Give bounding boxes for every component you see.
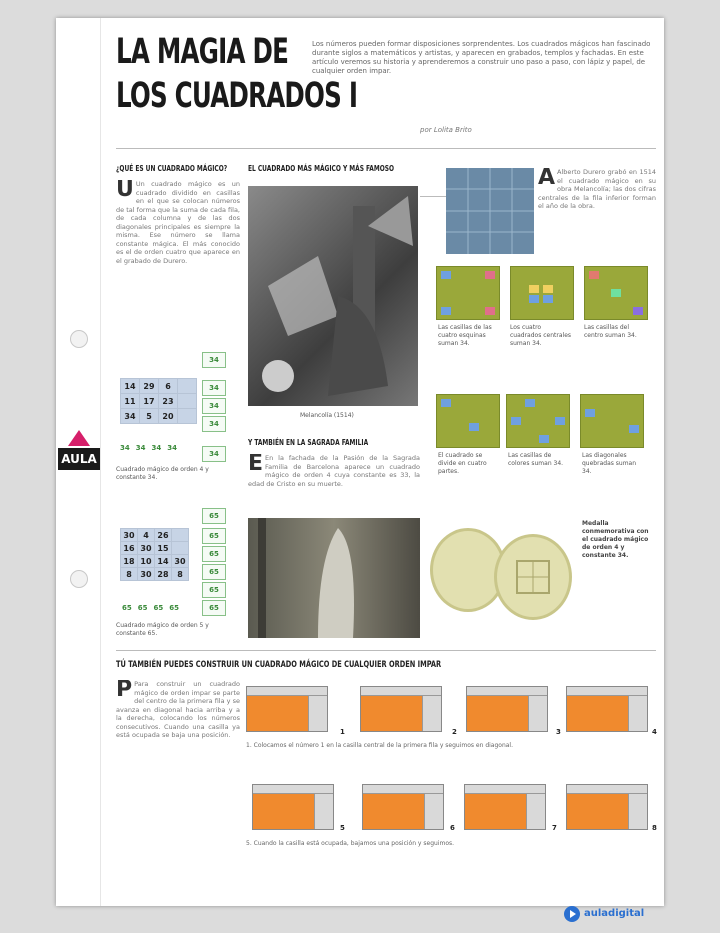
intro-paragraph: Los números pueden formar disposiciones sorprendentes. Los cuadrados mágicos han fascinado durante siglos a matemáticos y artistas, y aparecen en grabados, templos y fachadas. En este artículo veremos su historia y aprenderemos a construir uno paso a paso, con lápiz y papel, de cualquier orden impar. (312, 40, 651, 75)
durero-text (538, 168, 656, 256)
grid5-bottom-sums (122, 604, 202, 612)
grid-cell: 18 (121, 555, 138, 568)
sagrada-body: En la fachada de la Pasión de la Sagrada Familia de Barcelona aparece un cuadrado mágico de orden 4 cuya constante es 33, la edad de Cristo en su muerte. (248, 454, 420, 488)
margin-line (100, 18, 101, 906)
sum-cell: 34 (202, 380, 226, 396)
sculpture-shapes (248, 518, 420, 638)
mini-caption: Las diagonales quebradas suman 34. (582, 452, 637, 475)
build-body: Para construir un cuadrado mágico de orden impar se parte del centro de la primera fila y se avanza en diagonal hacia arriba y a la derecha, colocando los números consecutivos. Cuando una casilla ya está ocupada se baja una posición. (116, 680, 240, 739)
sum-cell: 65 (202, 564, 226, 580)
grid-cell: 16 (121, 542, 138, 555)
grid-cell (172, 542, 189, 555)
mini-square (584, 266, 648, 320)
section-most-famous: EL CUADRADO MÁS MÁGICO Y MÁS FAMOSO (248, 164, 395, 173)
binder-hole (70, 330, 88, 348)
engraving-shapes (248, 186, 418, 406)
medal-grid (497, 537, 569, 617)
dropcap: P (116, 680, 133, 702)
dropcap: E (248, 454, 264, 476)
sum-cell: 65 (202, 582, 226, 598)
sum-cell: 34 (202, 398, 226, 414)
grid-cell: 5 (140, 409, 159, 424)
publisher-logo[interactable] (564, 906, 674, 924)
grid4-caption: Cuadrado mágico de orden 4 y constante 34. (116, 466, 209, 481)
sum-cell: 65 (202, 600, 226, 616)
title-line-1: LA MAGIA DE (116, 32, 289, 72)
step-grid (566, 686, 648, 732)
sagrada-text (248, 454, 420, 510)
mini-square (506, 394, 570, 448)
step-number: 7 (552, 824, 557, 832)
grid-cell: 30 (172, 555, 189, 568)
step-grid (252, 784, 334, 830)
sum-label: 65 (137, 604, 148, 612)
step-number: 1 (340, 728, 345, 736)
sum-cell: 65 (202, 546, 226, 562)
grid-cell: 4 (138, 529, 155, 542)
aula-badge: AULA (58, 448, 100, 470)
sum-cell: 34 (202, 352, 226, 368)
dropcap: A (538, 168, 556, 190)
grid-cell: 8 (121, 568, 138, 581)
mini-square (436, 394, 500, 448)
grid-cell: 6 (159, 379, 178, 394)
sum-label: 65 (122, 604, 132, 612)
step-grid (246, 686, 328, 732)
title-line-2: LOS CUADRADOS I (116, 76, 358, 116)
step-grid (464, 784, 546, 830)
section-sagrada: Y TAMBIÉN EN LA SAGRADA FAMILIA (248, 438, 369, 447)
grid-cell: 23 (159, 394, 178, 409)
sum-label: 34 (167, 444, 177, 452)
sum-label: 65 (153, 604, 164, 612)
grid-cell: 28 (155, 568, 172, 581)
sagrada-familia-photo (248, 518, 420, 638)
sum-label: 65 (169, 604, 179, 612)
mini-caption: Las casillas de colores suman 34. (508, 452, 564, 467)
aula-triangle-icon (68, 430, 90, 446)
what-is-body: Un cuadrado mágico es un cuadrado dividido en casillas en el que se colocan números de tal forma que la suma de cada fila, de cada columna y de las dos diagonales principales es siempre la misma. Ese número se llama constante mágica. El más conocido es el de orden cuatro que aparece en el grabado de Durero. (116, 180, 240, 265)
byline: por Lolita Brito (420, 126, 472, 134)
step-grid (466, 686, 548, 732)
mini-square (436, 266, 500, 320)
sum-cell: 65 (202, 528, 226, 544)
grid-cell: 34 (121, 409, 140, 424)
grid-cell: 26 (155, 529, 172, 542)
step-grid (566, 784, 648, 830)
grid4-bottom-sums (120, 444, 200, 452)
grid-cell: 8 (172, 568, 189, 581)
sum-cell: 34 (202, 446, 226, 462)
grid5-caption: Cuadrado mágico de orden 5 y constante 65. (116, 622, 209, 637)
detail-grid (446, 168, 534, 254)
grid-cell: 15 (155, 542, 172, 555)
magic-square-5 (120, 528, 189, 581)
melencolia-caption: Melancolía (1514) (300, 412, 354, 419)
section-what-is: ¿QUÉ ES UN CUADRADO MÁGICO? (116, 164, 228, 173)
sum-label: 34 (135, 444, 146, 452)
grid-cell: 30 (138, 542, 155, 555)
durero-square-detail (446, 168, 534, 254)
steps-caption: 5. Cuando la casilla está ocupada, bajamos una posición y seguimos. (246, 840, 455, 847)
grid-cell: 14 (155, 555, 172, 568)
grid-cell: 10 (138, 555, 155, 568)
build-text (116, 680, 240, 872)
step-number: 2 (452, 728, 457, 736)
step-grid (362, 784, 444, 830)
sum-label: 34 (120, 444, 130, 452)
grid-cell: 20 (159, 409, 178, 424)
dropcap: U (116, 180, 134, 202)
grid-cell: 17 (140, 394, 159, 409)
grid-cell (178, 379, 197, 394)
what-is-text (116, 180, 240, 330)
section-build: TÚ TAMBIÉN PUEDES CONSTRUIR UN CUADRADO MÁGICO DE CUALQUIER ORDEN IMPAR (116, 660, 442, 670)
grid-cell: 30 (138, 568, 155, 581)
grid-cell (178, 409, 197, 424)
divider (116, 650, 656, 651)
binder-hole (70, 570, 88, 588)
sum-cell: 65 (202, 508, 226, 524)
grid-cell: 11 (121, 394, 140, 409)
medal-back-image (494, 534, 572, 620)
grid-cell (172, 529, 189, 542)
melencolia-engraving-image (248, 186, 418, 406)
mini-square (510, 266, 574, 320)
medal-caption: Medalla conmemorativa con el cuadrado mágico de orden 4 y constante 34. (582, 520, 649, 559)
mini-caption: Los cuatro cuadrados centrales suman 34. (510, 324, 572, 347)
step-grid (360, 686, 442, 732)
step-number: 5 (340, 824, 345, 832)
pointer-line (420, 196, 446, 197)
mini-caption: Las casillas de las cuatro esquinas suman 34. (438, 324, 492, 347)
step-number: 4 (652, 728, 657, 736)
steps-caption: 1. Colocamos el número 1 en la casilla central de la primera fila y seguimos en diagonal. (246, 742, 514, 749)
grid-cell: 30 (121, 529, 138, 542)
durero-body: Alberto Durero grabó en 1514 el cuadrado mágico en su obra Melancolía; las dos cifras centrales de la fila inferior forman el año de la obra. (538, 168, 656, 210)
step-number: 3 (556, 728, 561, 736)
mini-caption: El cuadrado se divide en cuatro partes. (438, 452, 487, 475)
magic-square-4 (120, 378, 197, 424)
mini-square (580, 394, 644, 448)
grid-cell (178, 394, 197, 409)
divider (116, 148, 656, 149)
grid-cell: 14 (121, 379, 140, 394)
sum-cell: 34 (202, 416, 226, 432)
step-number: 6 (450, 824, 455, 832)
grid-cell: 29 (140, 379, 159, 394)
logo-text: auladigital (584, 908, 645, 919)
sum-label: 34 (151, 444, 162, 452)
step-number: 8 (652, 824, 657, 832)
play-icon (564, 906, 580, 922)
mini-caption: Las casillas del centro suman 34. (584, 324, 637, 339)
